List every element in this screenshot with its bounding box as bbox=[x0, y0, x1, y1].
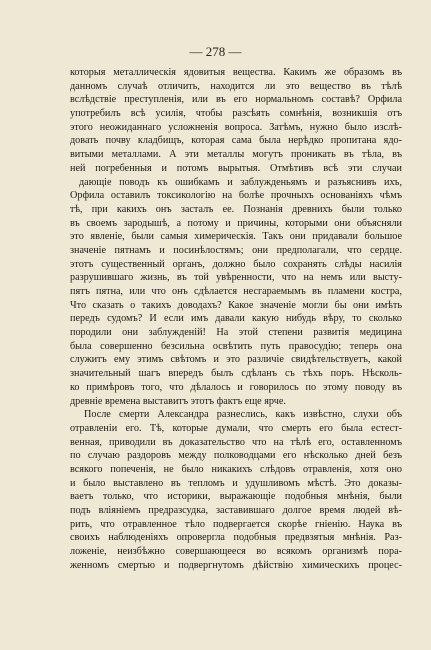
text-line: довать почву кладбищъ, которая сама была нерѣдко пропитана ядо- bbox=[70, 135, 402, 147]
text-line: вслѣдствіе преступленія, или въ его нормальномъ составѣ? Орфила bbox=[70, 94, 402, 106]
text-line: пятъ пятна, или что онъ сдѣлается несгараемымъ въ пламени костра, bbox=[70, 286, 402, 297]
text-line: значеніе пятнамъ и посинѣлостямъ; они предполагали, что сердце. bbox=[70, 244, 402, 256]
text-line: данномъ случаѣ отличить, находится ли это вещество въ тѣлѣ bbox=[70, 80, 402, 92]
text-line: этого неожиданнаго усложненія вопроса. Затѣмъ, нужно было изслѣ- bbox=[70, 121, 402, 133]
text-line: тѣ, при какихъ онъ засталъ ее. Познанія древнихъ были только bbox=[70, 203, 402, 215]
text-line: Орфила оставилъ токсикологію на болѣе прочныхъ основаніяхъ чѣмъ bbox=[70, 190, 402, 202]
text-line: разрушившаго жизнь, въ той увѣренности, что на немъ или высту- bbox=[70, 272, 402, 284]
body-text bbox=[70, 66, 402, 572]
text-line: этотъ существенный органъ, должно было сохранять слѣды насилія bbox=[70, 258, 402, 270]
text-line: служитъ ему этимъ свѣтомъ и это различіе свидѣтельствуетъ, какой bbox=[70, 354, 402, 366]
text-line: После смерти Александра разнеслись, какъ извѣстно, слухи объ bbox=[84, 409, 402, 421]
text-line: значительный шагъ впередъ былъ сдѣланъ съ тѣхъ поръ. Нѣсколь- bbox=[70, 368, 402, 380]
text-line: и было выставлено въ тепломъ и удушливомъ мѣстѣ. Это доказы- bbox=[70, 477, 402, 489]
text-line: ложеніе, неизбѣжно совершающееся во всякомъ организмѣ пора- bbox=[70, 546, 402, 558]
text-line: употребилъ всѣ усилія, чтобы разсѣять сомнѣнія, возникшія отъ bbox=[70, 108, 402, 120]
text-line: передъ судомъ? И если имъ давали какую нибудь вѣру, то сколько bbox=[70, 313, 402, 325]
text-line: это явленіе, были самыя химерическія. Такъ они придавали большое bbox=[70, 231, 402, 243]
text-line: женномъ смертью и подвергнутомъ дѣйствію химическихъ процес- bbox=[70, 559, 402, 571]
text-line: ваетъ только, что историки, выражающіе подобныя мнѣнія, были bbox=[70, 491, 402, 503]
text-line: породили они заблужденій! На этой степени развитія медицина bbox=[70, 327, 402, 339]
text-line: ко примѣровъ того, что дѣлалось и говорилось по этому поводу въ bbox=[70, 381, 402, 393]
text-line: древніе времена выставитъ этотъ фактъ еще ярче. bbox=[70, 395, 286, 407]
page-number: — 278 — bbox=[189, 44, 242, 59]
text-line: рить, что отравленное тѣло подвергается скорѣе гніенію. Наука въ bbox=[70, 518, 402, 530]
text-line: всякого попеченія, не было никакихъ слѣдовъ отравленія, хотя оно bbox=[70, 463, 402, 475]
text-line: своихъ наблюденіяхъ опровергла подобныя предвзятыя мнѣнія. Раз- bbox=[70, 532, 402, 544]
text-line: ней погребенныя и потомъ вырытыя. Отмѣтивъ всѣ эти случаи bbox=[70, 162, 402, 174]
text-line: въ своемъ зародышѣ, а потому и причины, которыми они объясняли bbox=[70, 217, 402, 229]
text-line: Что сказать о такихъ доводахъ? Какое значеніе могли бы они имѣть bbox=[70, 299, 402, 311]
text-line: по случаю раздоровъ между полководцами его нѣсколько дней безъ bbox=[70, 450, 402, 462]
text-line: отравленіи его. Тѣ, которые думали, что смерть его была естест- bbox=[70, 422, 402, 434]
text-line: была совершенно безсильна освѣтить путь правосудію; теперь она bbox=[70, 340, 402, 352]
text-line: дающіе поводъ къ ошибкамъ и заблужденьямъ и разъяснивъ ихъ, bbox=[79, 176, 402, 188]
text-line: которыя металлическія ядовитыя вещества. Какимъ же образомъ въ bbox=[70, 67, 402, 78]
text-line: подъ вліяніемъ предразсудка, заставившаго долгое время людей вѣ- bbox=[70, 505, 402, 516]
text-line: венная, приводили въ доказательство что на тѣлѣ его, оставленномъ bbox=[70, 436, 402, 448]
text-line: витыми металлами. А эти металлы могутъ проникать въ тѣла, въ bbox=[70, 149, 402, 161]
